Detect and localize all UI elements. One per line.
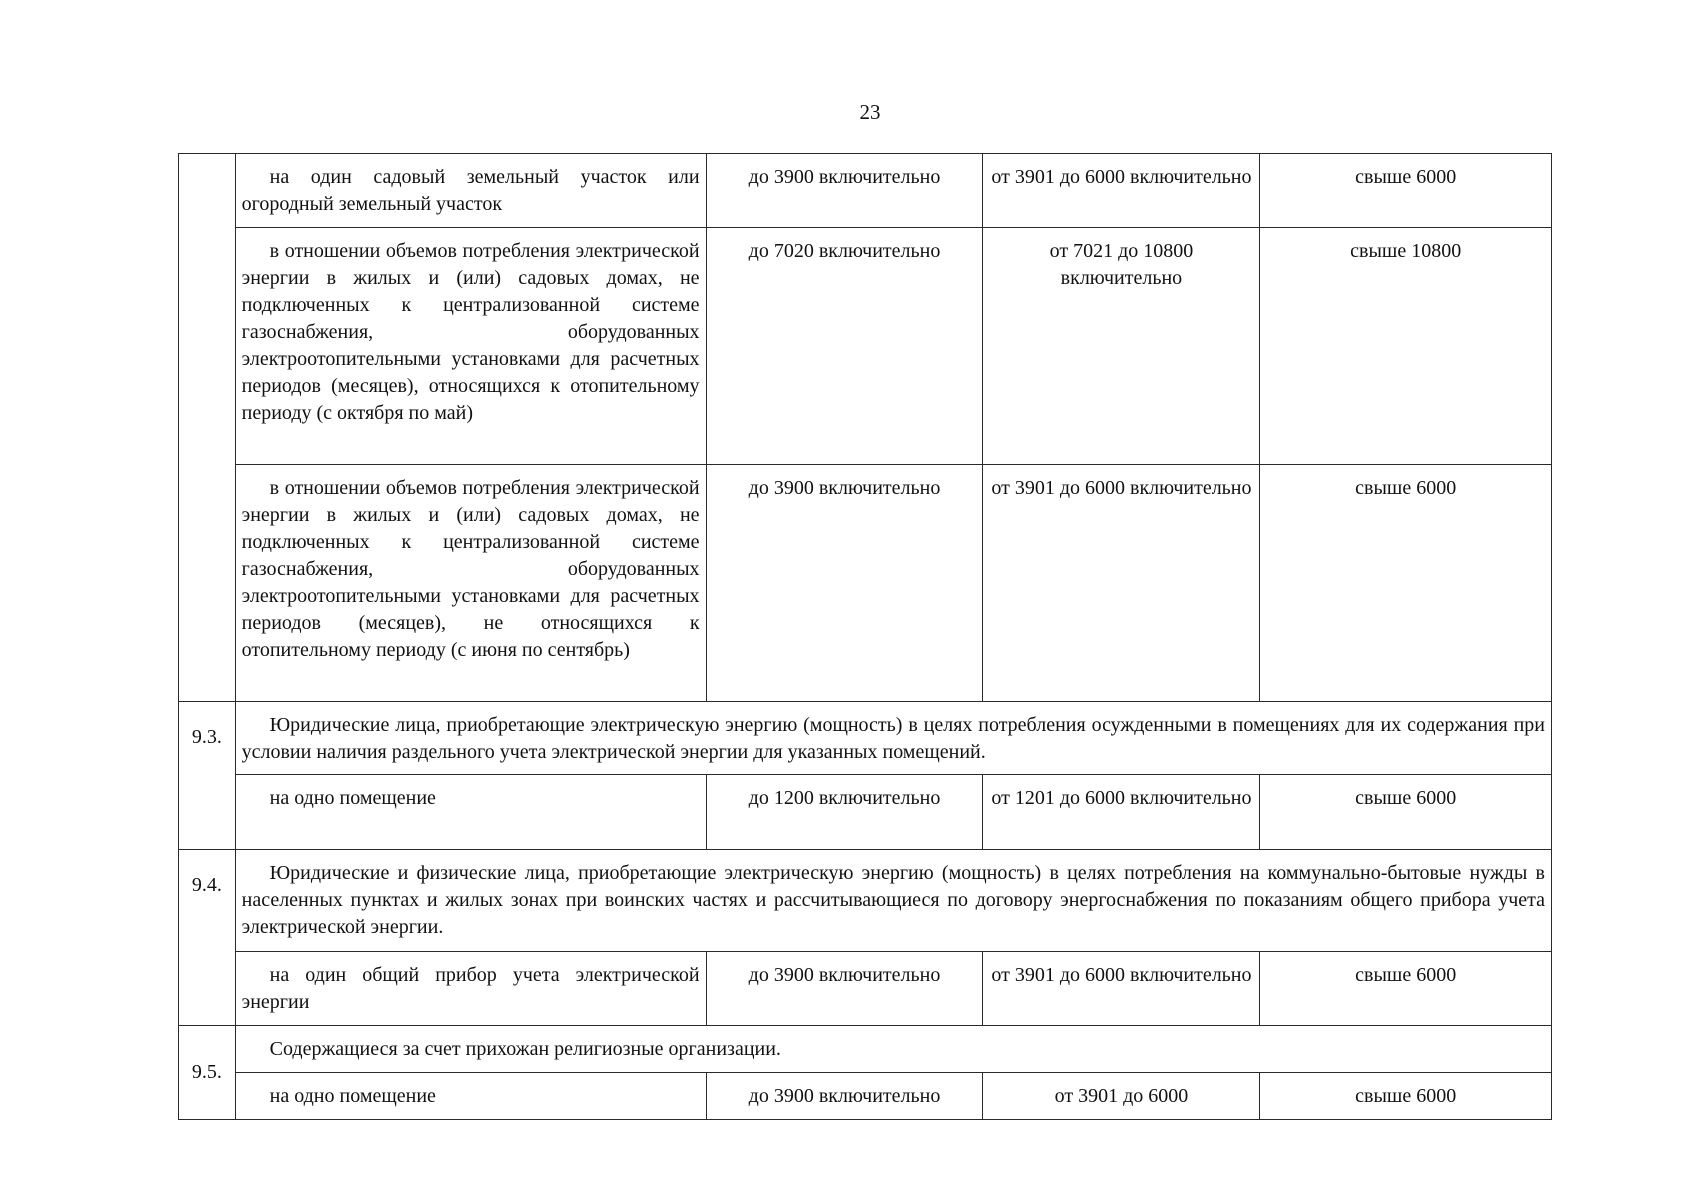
table-row — [179, 1073, 1552, 1120]
section-title: Юридические и физические лица, приобретающие электрическую энергию (мощность) в целях потребления на коммунально-бытовые нужды в населенных пунктах и жилых зонах при воинских частях и рассчитывающиеся по договору энергоснабжения по показаниям общего прибора учета электрической энергии. — [235, 850, 1551, 952]
row-description: на одно помещение — [235, 1073, 706, 1120]
table-row — [179, 465, 1552, 702]
row-description: на одно помещение — [235, 775, 706, 850]
range-high: свыше 6000 — [1260, 154, 1552, 228]
section-number: 9.4. — [179, 850, 236, 1026]
section-title: Юридические лица, приобретающие электрическую энергию (мощность) в целях потребления осужденными в помещениях для их содержания при условии наличия раздельного учета электрической энергии для указанных помещений. — [235, 702, 1551, 775]
range-high: свыше 10800 — [1260, 228, 1552, 465]
range-high: свыше 6000 — [1260, 1073, 1552, 1120]
section-header-row — [179, 702, 1552, 775]
tariff-table — [178, 153, 1552, 1120]
section-header-row — [179, 850, 1552, 952]
table-row — [179, 228, 1552, 465]
row-description: на один общий прибор учета электрической энергии — [235, 952, 706, 1026]
page-number: 23 — [859, 100, 881, 124]
range-high: свыше 6000 — [1260, 775, 1552, 850]
row-description: в отношении объемов потребления электрической энергии в жилых и (или) садовых домах, не подключенных к централизованной системе газоснабжения, оборудованных электроотопительными установками для расчетных периодов (месяцев), относящихся к отопительному периоду (с октября по май) — [235, 228, 706, 465]
range-mid: от 3901 до 6000 — [983, 1073, 1260, 1120]
range-low: до 1200 включительно — [706, 775, 983, 850]
row-description: на один садовый земельный участок или огородный земельный участок — [235, 154, 706, 228]
range-low: до 3900 включительно — [706, 1073, 983, 1120]
range-mid: от 3901 до 6000 включительно — [983, 952, 1260, 1026]
table-row — [179, 775, 1552, 850]
range-low: до 3900 включительно — [706, 154, 983, 228]
range-low: до 3900 включительно — [706, 465, 983, 702]
range-high: свыше 6000 — [1260, 952, 1552, 1026]
range-mid: от 7021 до 10800 включительно — [983, 228, 1260, 465]
table-row — [179, 952, 1552, 1026]
range-mid: от 1201 до 6000 включительно — [983, 775, 1260, 850]
section-number: 9.5. — [179, 1026, 236, 1120]
range-mid: от 3901 до 6000 включительно — [983, 154, 1260, 228]
range-low: до 7020 включительно — [706, 228, 983, 465]
section-number: 9.3. — [179, 702, 236, 850]
row-description: в отношении объемов потребления электрической энергии в жилых и (или) садовых домах, не подключенных к централизованной системе газоснабжения, оборудованных электроотопительными установками для расчетных периодов (месяцев), не относящихся к отопительному периоду (с июня по сентябрь) — [235, 465, 706, 702]
range-mid: от 3901 до 6000 включительно — [983, 465, 1260, 702]
section-header-row — [179, 1026, 1552, 1073]
range-high: свыше 6000 — [1260, 465, 1552, 702]
table-row — [179, 154, 1552, 228]
range-low: до 3900 включительно — [706, 952, 983, 1026]
row-number-cell — [179, 154, 236, 702]
section-title: Содержащиеся за счет прихожан религиозные организации. — [235, 1026, 1551, 1073]
